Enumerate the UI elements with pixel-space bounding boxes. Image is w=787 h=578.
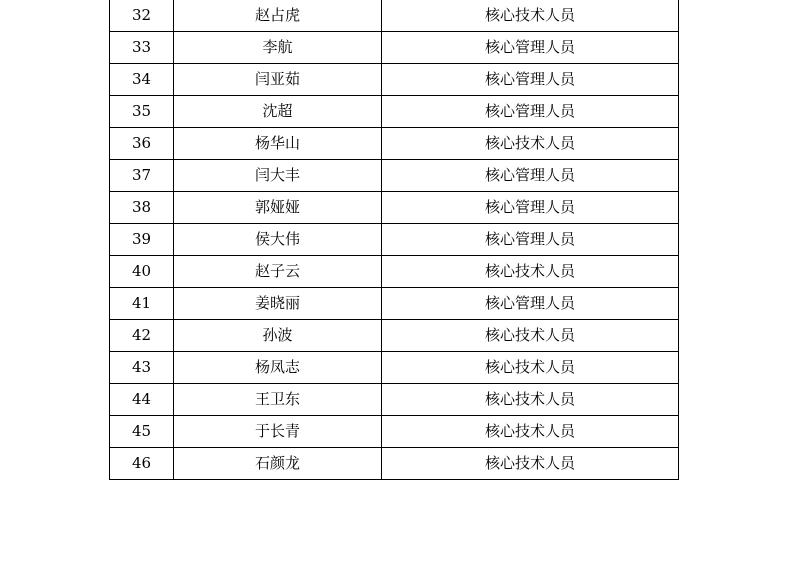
row-number-cell: 38 [110,192,174,224]
row-number-cell: 33 [110,32,174,64]
role-cell: 核心管理人员 [382,160,679,192]
row-number-cell: 37 [110,160,174,192]
table-row [110,288,679,320]
role-cell: 核心管理人员 [382,64,679,96]
row-number-cell: 32 [110,0,174,32]
table-row [110,160,679,192]
name-cell: 李航 [174,32,382,64]
name-cell: 赵子云 [174,256,382,288]
role-cell: 核心技术人员 [382,416,679,448]
name-cell: 王卫东 [174,384,382,416]
row-number-cell: 41 [110,288,174,320]
table-row [110,224,679,256]
name-cell: 郭娅娅 [174,192,382,224]
table-row [110,416,679,448]
table-row [110,256,679,288]
row-number-cell: 34 [110,64,174,96]
role-cell: 核心管理人员 [382,192,679,224]
table-row [110,128,679,160]
table-row [110,448,679,480]
role-cell: 核心管理人员 [382,96,679,128]
row-number-cell: 40 [110,256,174,288]
table-row [110,0,679,32]
row-number-cell: 35 [110,96,174,128]
table-row [110,320,679,352]
role-cell: 核心技术人员 [382,0,679,32]
name-cell: 侯大伟 [174,224,382,256]
document-table-container [109,0,678,480]
row-number-cell: 44 [110,384,174,416]
name-cell: 闫亚茹 [174,64,382,96]
name-cell: 孙波 [174,320,382,352]
role-cell: 核心技术人员 [382,256,679,288]
name-cell: 姜晓丽 [174,288,382,320]
role-cell: 核心技术人员 [382,448,679,480]
row-number-cell: 46 [110,448,174,480]
table-row [110,192,679,224]
table-row [110,96,679,128]
row-number-cell: 45 [110,416,174,448]
table-row [110,384,679,416]
table-row [110,64,679,96]
row-number-cell: 39 [110,224,174,256]
personnel-table [109,0,679,480]
name-cell: 闫大丰 [174,160,382,192]
name-cell: 于长青 [174,416,382,448]
row-number-cell: 36 [110,128,174,160]
role-cell: 核心技术人员 [382,320,679,352]
table-row [110,32,679,64]
row-number-cell: 42 [110,320,174,352]
table-row [110,352,679,384]
role-cell: 核心管理人员 [382,224,679,256]
role-cell: 核心技术人员 [382,128,679,160]
name-cell: 杨华山 [174,128,382,160]
name-cell: 杨凤志 [174,352,382,384]
role-cell: 核心管理人员 [382,32,679,64]
name-cell: 石颜龙 [174,448,382,480]
role-cell: 核心管理人员 [382,288,679,320]
row-number-cell: 43 [110,352,174,384]
role-cell: 核心技术人员 [382,352,679,384]
name-cell: 沈超 [174,96,382,128]
personnel-table-body [110,0,679,480]
role-cell: 核心技术人员 [382,384,679,416]
name-cell: 赵占虎 [174,0,382,32]
